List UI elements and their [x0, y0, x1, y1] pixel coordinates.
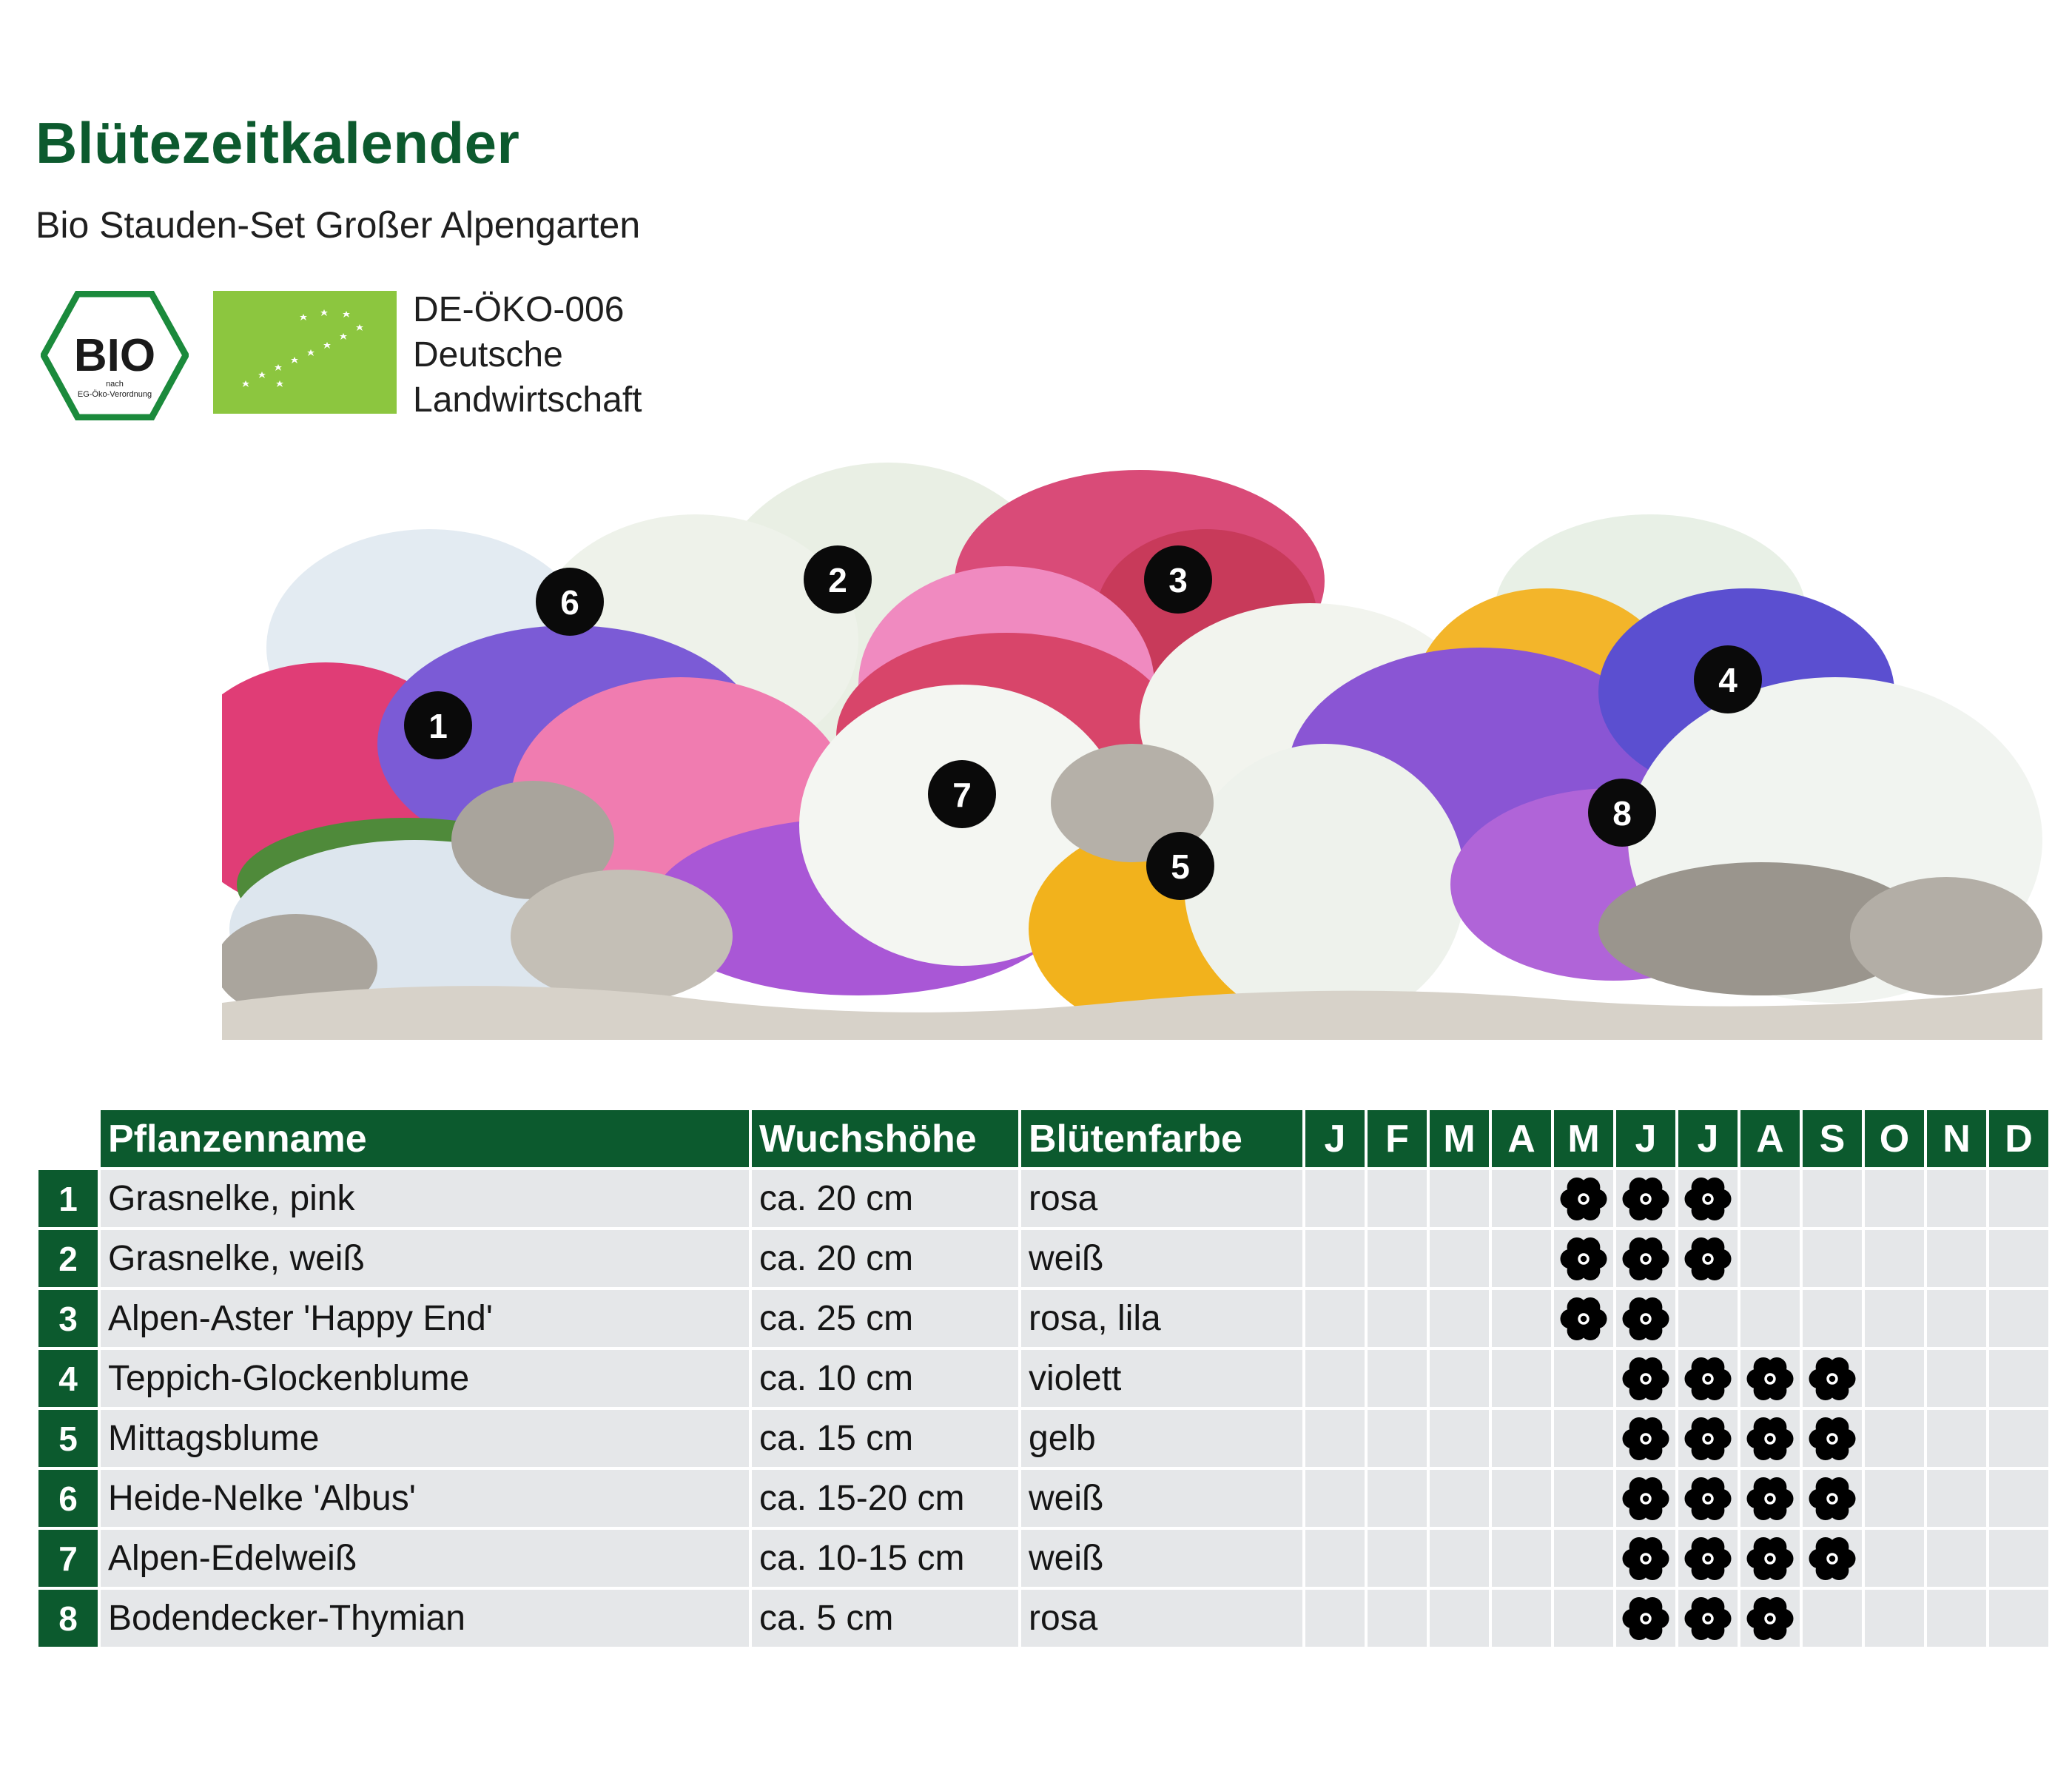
month-cell: [1305, 1230, 1365, 1287]
month-cell: [1989, 1410, 2048, 1467]
flower-icon: [1558, 1233, 1610, 1285]
plant-name: Alpen-Edelweiß: [101, 1530, 749, 1587]
header-month-nov: N: [1927, 1110, 1986, 1167]
month-cell: [1492, 1530, 1551, 1587]
flower-icon: [1682, 1173, 1734, 1225]
month-cell: [1430, 1230, 1489, 1287]
month-cell: [1305, 1410, 1365, 1467]
rock-garden-illustration: [222, 455, 2042, 1040]
month-cell: [1678, 1350, 1738, 1407]
cert-line-3: Landwirtschaft: [413, 380, 642, 420]
month-cell: [1865, 1470, 1924, 1527]
flower-icon: [1744, 1533, 1796, 1585]
eu-organic-leaf-logo: [213, 291, 397, 414]
header-blank: [38, 1110, 98, 1167]
bloom-calendar-table: [36, 1107, 2051, 1650]
plant-height: ca. 5 cm: [752, 1590, 1018, 1647]
header-month-mar: M: [1430, 1110, 1489, 1167]
plant-name: Bodendecker-Thymian: [101, 1590, 749, 1647]
table-row: [38, 1350, 2048, 1407]
flower-icon: [1558, 1293, 1610, 1345]
table-header-row: [38, 1110, 2048, 1167]
month-cell: [1927, 1290, 1986, 1347]
flower-icon: [1620, 1353, 1672, 1405]
month-cell: [1989, 1170, 2048, 1227]
month-cell: [1554, 1230, 1613, 1287]
flower-icon: [1682, 1473, 1734, 1525]
month-cell: [1554, 1410, 1613, 1467]
month-cell: [1492, 1350, 1551, 1407]
month-cell: [1989, 1230, 2048, 1287]
flower-icon: [1620, 1173, 1672, 1225]
flower-icon: [1682, 1593, 1734, 1645]
month-cell: [1616, 1530, 1675, 1587]
month-cell: [1554, 1290, 1613, 1347]
table-row: [38, 1530, 2048, 1587]
row-number: 4: [38, 1350, 98, 1407]
flower-icon: [1806, 1413, 1858, 1465]
flower-icon: [1620, 1593, 1672, 1645]
plant-marker-5: [1146, 832, 1214, 900]
plant-height: ca. 20 cm: [752, 1170, 1018, 1227]
header-month-jan: J: [1305, 1110, 1365, 1167]
month-cell: [1678, 1170, 1738, 1227]
plant-marker-8: [1588, 779, 1656, 847]
month-cell: [1554, 1470, 1613, 1527]
bio-seal-caption-1: nach: [106, 380, 124, 389]
month-cell: [1368, 1470, 1427, 1527]
svg-text:6: 6: [560, 583, 579, 622]
page-title: Blütezeitkalender: [36, 110, 520, 175]
month-cell: [1678, 1410, 1738, 1467]
plant-marker-7: [928, 760, 996, 828]
month-cell: [1989, 1470, 2048, 1527]
svg-text:5: 5: [1171, 847, 1190, 886]
flower-icon: [1806, 1353, 1858, 1405]
month-cell: [1989, 1530, 2048, 1587]
header-month-jun: J: [1616, 1110, 1675, 1167]
flower-icon: [1744, 1353, 1796, 1405]
month-cell: [1927, 1470, 1986, 1527]
month-cell: [1368, 1350, 1427, 1407]
month-cell: [1927, 1230, 1986, 1287]
month-cell: [1989, 1350, 2048, 1407]
header-month-may: M: [1554, 1110, 1613, 1167]
month-cell: [1492, 1290, 1551, 1347]
month-cell: [1803, 1230, 1862, 1287]
flower-icon: [1806, 1533, 1858, 1585]
header-bloom-color: Blütenfarbe: [1021, 1110, 1302, 1167]
month-cell: [1492, 1410, 1551, 1467]
month-cell: [1430, 1470, 1489, 1527]
table-row: [38, 1290, 2048, 1347]
plant-name: Alpen-Aster 'Happy End': [101, 1290, 749, 1347]
flower-icon: [1682, 1353, 1734, 1405]
month-cell: [1803, 1350, 1862, 1407]
month-cell: [1368, 1230, 1427, 1287]
month-cell: [1305, 1470, 1365, 1527]
row-number: 5: [38, 1410, 98, 1467]
month-cell: [1305, 1170, 1365, 1227]
flower-icon: [1620, 1533, 1672, 1585]
month-cell: [1554, 1350, 1613, 1407]
plant-name: Mittagsblume: [101, 1410, 749, 1467]
month-cell: [1430, 1170, 1489, 1227]
plant-bloom-color: rosa: [1021, 1590, 1302, 1647]
plant-marker-4: [1694, 645, 1762, 713]
month-cell: [1368, 1290, 1427, 1347]
plant-marker-1: [404, 691, 472, 759]
month-cell: [1554, 1170, 1613, 1227]
month-cell: [1865, 1410, 1924, 1467]
svg-text:1: 1: [428, 707, 448, 745]
plant-name: Grasnelke, pink: [101, 1170, 749, 1227]
month-cell: [1803, 1470, 1862, 1527]
month-cell: [1740, 1410, 1800, 1467]
month-cell: [1803, 1290, 1862, 1347]
header-month-dec: D: [1989, 1110, 2048, 1167]
month-cell: [1865, 1590, 1924, 1647]
flower-icon: [1620, 1293, 1672, 1345]
plant-bloom-color: gelb: [1021, 1410, 1302, 1467]
row-number: 3: [38, 1290, 98, 1347]
plant-height: ca. 10-15 cm: [752, 1530, 1018, 1587]
month-cell: [1430, 1410, 1489, 1467]
plant-height: ca. 25 cm: [752, 1290, 1018, 1347]
flower-icon: [1744, 1593, 1796, 1645]
bio-seal-logo: [41, 291, 189, 420]
table-row: [38, 1230, 2048, 1287]
table-body: [38, 1170, 2048, 1647]
month-cell: [1740, 1590, 1800, 1647]
flower-icon: [1806, 1473, 1858, 1525]
page-subtitle: Bio Stauden-Set Großer Alpengarten: [36, 204, 641, 246]
plant-height: ca. 10 cm: [752, 1350, 1018, 1407]
certification-block: [413, 287, 642, 423]
month-cell: [1492, 1170, 1551, 1227]
month-cell: [1305, 1350, 1365, 1407]
plant-bloom-color: rosa: [1021, 1170, 1302, 1227]
month-cell: [1616, 1170, 1675, 1227]
plant-name: Grasnelke, weiß: [101, 1230, 749, 1287]
cert-line-2: Deutsche: [413, 335, 563, 374]
month-cell: [1430, 1350, 1489, 1407]
month-cell: [1430, 1290, 1489, 1347]
flower-icon: [1744, 1473, 1796, 1525]
month-cell: [1740, 1290, 1800, 1347]
table-row: [38, 1590, 2048, 1647]
month-cell: [1368, 1410, 1427, 1467]
month-cell: [1368, 1590, 1427, 1647]
month-cell: [1989, 1290, 2048, 1347]
flower-icon: [1744, 1413, 1796, 1465]
row-number: 1: [38, 1170, 98, 1227]
month-cell: [1616, 1410, 1675, 1467]
svg-text:8: 8: [1612, 794, 1632, 833]
row-number: 6: [38, 1470, 98, 1527]
plant-bloom-color: rosa, lila: [1021, 1290, 1302, 1347]
header-month-apr: A: [1492, 1110, 1551, 1167]
month-cell: [1740, 1230, 1800, 1287]
month-cell: [1430, 1590, 1489, 1647]
month-cell: [1740, 1470, 1800, 1527]
plant-marker-3: [1144, 545, 1212, 614]
svg-text:3: 3: [1168, 561, 1188, 599]
plant-bloom-color: weiß: [1021, 1230, 1302, 1287]
month-cell: [1678, 1290, 1738, 1347]
header-month-aug: A: [1740, 1110, 1800, 1167]
month-cell: [1803, 1410, 1862, 1467]
month-cell: [1305, 1530, 1365, 1587]
plant-height: ca. 20 cm: [752, 1230, 1018, 1287]
month-cell: [1803, 1170, 1862, 1227]
header-plant-name: Pflanzenname: [101, 1110, 749, 1167]
month-cell: [1927, 1530, 1986, 1587]
month-cell: [1740, 1530, 1800, 1587]
month-cell: [1616, 1590, 1675, 1647]
month-cell: [1492, 1230, 1551, 1287]
table-row: [38, 1410, 2048, 1467]
svg-text:2: 2: [828, 561, 847, 599]
month-cell: [1740, 1350, 1800, 1407]
plant-bloom-color: weiß: [1021, 1530, 1302, 1587]
month-cell: [1865, 1230, 1924, 1287]
table-row: [38, 1170, 2048, 1227]
header-month-sep: S: [1803, 1110, 1862, 1167]
month-cell: [1803, 1590, 1862, 1647]
plant-height: ca. 15-20 cm: [752, 1470, 1018, 1527]
month-cell: [1492, 1470, 1551, 1527]
plant-marker-6: [536, 568, 604, 636]
row-number: 8: [38, 1590, 98, 1647]
flower-icon: [1620, 1473, 1672, 1525]
flower-icon: [1620, 1233, 1672, 1285]
header-month-feb: F: [1368, 1110, 1427, 1167]
month-cell: [1927, 1590, 1986, 1647]
header-month-jul: J: [1678, 1110, 1738, 1167]
cert-code: DE-ÖKO-006: [413, 290, 625, 329]
plant-bloom-color: weiß: [1021, 1470, 1302, 1527]
plant-height: ca. 15 cm: [752, 1410, 1018, 1467]
svg-text:7: 7: [952, 776, 972, 814]
month-cell: [1492, 1590, 1551, 1647]
flower-icon: [1682, 1413, 1734, 1465]
month-cell: [1554, 1590, 1613, 1647]
month-cell: [1554, 1530, 1613, 1587]
flower-icon: [1558, 1173, 1610, 1225]
month-cell: [1616, 1470, 1675, 1527]
plant-name: Heide-Nelke 'Albus': [101, 1470, 749, 1527]
svg-text:4: 4: [1718, 661, 1738, 699]
month-cell: [1865, 1530, 1924, 1587]
month-cell: [1368, 1170, 1427, 1227]
month-cell: [1305, 1290, 1365, 1347]
flower-icon: [1682, 1233, 1734, 1285]
month-cell: [1865, 1170, 1924, 1227]
month-cell: [1678, 1470, 1738, 1527]
plant-marker-2: [804, 545, 872, 614]
flower-icon: [1682, 1533, 1734, 1585]
month-cell: [1865, 1290, 1924, 1347]
row-number: 7: [38, 1530, 98, 1587]
header-height: Wuchshöhe: [752, 1110, 1018, 1167]
month-cell: [1927, 1410, 1986, 1467]
month-cell: [1927, 1350, 1986, 1407]
bio-seal-word: BIO: [73, 330, 156, 381]
month-cell: [1368, 1530, 1427, 1587]
month-cell: [1305, 1590, 1365, 1647]
month-cell: [1865, 1350, 1924, 1407]
month-cell: [1678, 1590, 1738, 1647]
table-row: [38, 1470, 2048, 1527]
month-cell: [1927, 1170, 1986, 1227]
header-month-oct: O: [1865, 1110, 1924, 1167]
month-cell: [1616, 1230, 1675, 1287]
plant-bloom-color: violett: [1021, 1350, 1302, 1407]
month-cell: [1430, 1530, 1489, 1587]
flower-icon: [1620, 1413, 1672, 1465]
month-cell: [1616, 1290, 1675, 1347]
month-cell: [1616, 1350, 1675, 1407]
month-cell: [1678, 1530, 1738, 1587]
row-number: 2: [38, 1230, 98, 1287]
plant-name: Teppich-Glockenblume: [101, 1350, 749, 1407]
bio-seal-caption-2: EG-Öko-Verordnung: [77, 390, 152, 399]
month-cell: [1678, 1230, 1738, 1287]
month-cell: [1740, 1170, 1800, 1227]
month-cell: [1803, 1530, 1862, 1587]
month-cell: [1989, 1590, 2048, 1647]
